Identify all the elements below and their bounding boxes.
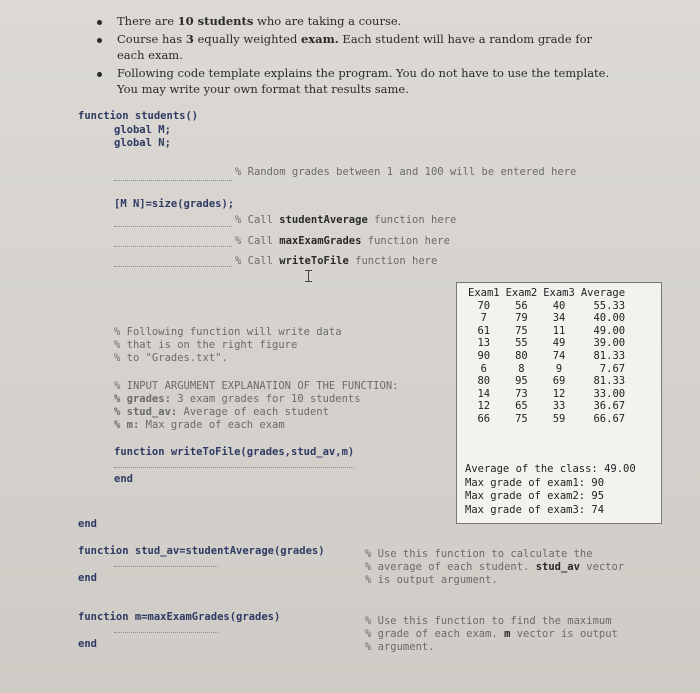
table-cell: 39.00 <box>593 337 626 350</box>
bullet-text-1: There are 10 students who are taking a course. <box>117 14 402 28</box>
table-header-row <box>465 287 628 300</box>
table-row <box>465 363 628 376</box>
table-row <box>465 413 628 426</box>
table-cell: 81.33 <box>593 375 626 388</box>
table-cell: 73 <box>515 387 528 400</box>
table-row <box>465 350 628 363</box>
end-write: end <box>114 473 133 485</box>
global-n: global N; <box>114 137 171 149</box>
table-cell: 36.67 <box>593 400 626 413</box>
table-cell: 33 <box>552 400 566 413</box>
column-header: Average <box>580 287 626 299</box>
table-cell: 69 <box>552 375 566 388</box>
table-cell: 49.00 <box>593 324 626 337</box>
table-cell: 7 <box>480 312 487 325</box>
comment-following-2: % that is on the right figure <box>114 339 298 351</box>
table-cell: 33.00 <box>593 387 626 400</box>
comment-avg-1: % Use this function to calculate the <box>365 548 593 560</box>
table-cell: 6 <box>480 362 487 375</box>
table-cell: 55 <box>515 337 528 350</box>
comment-max-3: % argument. <box>365 641 435 653</box>
column-header: Exam1 <box>468 287 500 299</box>
end-average: end <box>78 572 97 584</box>
comment-arg-stud-av: % stud_av: Average of each student <box>114 406 329 418</box>
bullet-dot <box>97 38 102 43</box>
table-cell: 14 <box>477 387 491 400</box>
table-cell: 75 <box>515 324 528 337</box>
table-cell: 49 <box>552 337 566 350</box>
comment-avg-3: % is output argument. <box>365 574 498 586</box>
blank-line <box>114 266 232 267</box>
table-cell: 65 <box>515 400 528 413</box>
table-cell: 79 <box>515 312 528 325</box>
blank-line <box>114 226 232 227</box>
fn-write-to-file: function writeToFile(grades,stud_av,m) <box>114 446 355 458</box>
table-cell: 80 <box>477 375 491 388</box>
text-cursor-icon <box>308 270 309 282</box>
grades-table <box>465 287 628 426</box>
comment-max-2: % grade of each exam. m vector is output <box>365 628 618 640</box>
bullet-text-3b: You may write your own format that results same. <box>117 82 409 96</box>
table-cell: 81.33 <box>593 349 626 362</box>
table-cell: 75 <box>515 412 528 425</box>
table-cell: 34 <box>552 312 566 325</box>
fn-students: function students() <box>78 110 199 122</box>
blank-line <box>114 180 232 181</box>
summary-line: Max grade of exam3: 74 <box>465 503 605 516</box>
blank-line <box>114 246 232 247</box>
table-row <box>465 325 628 338</box>
call-write-to-file: % Call writeToFile function here <box>235 255 438 267</box>
bullet-text-3: Following code template explains the program. You do not have to use the template. <box>117 66 610 80</box>
grades-output-figure <box>456 282 662 524</box>
table-row <box>465 400 628 413</box>
table-cell: 61 <box>477 324 491 337</box>
class-summary <box>465 463 636 517</box>
table-cell: 70 <box>477 299 491 312</box>
comment-arg-m: % m: Max grade of each exam <box>114 419 285 431</box>
column-header: Exam3 <box>543 287 575 299</box>
end-max: end <box>78 638 97 650</box>
table-cell: 7.67 <box>599 362 626 375</box>
table-cell: 12 <box>552 387 566 400</box>
comment-following-3: % to "Grades.txt". <box>114 352 228 364</box>
fn-max-exam-grades: function m=maxExamGrades(grades) <box>78 611 281 623</box>
end-students: end <box>78 518 97 530</box>
table-row <box>465 337 628 350</box>
table-cell: 95 <box>515 375 528 388</box>
table-cell: 9 <box>555 362 563 375</box>
table-cell: 40 <box>552 299 566 312</box>
fn-student-average: function stud_av=studentAverage(grades) <box>78 545 325 557</box>
table-cell: 66.67 <box>593 412 626 425</box>
table-row <box>465 375 628 388</box>
bullet-dot <box>97 20 102 25</box>
comment-following-1: % Following function will write data <box>114 326 342 338</box>
global-m: global M; <box>114 124 171 136</box>
table-cell: 55.33 <box>593 299 626 312</box>
table-cell: 74 <box>552 349 566 362</box>
table-cell: 13 <box>477 337 491 350</box>
table-cell: 12 <box>477 400 491 413</box>
comment-random: % Random grades between 1 and 100 will be entered here <box>235 166 577 178</box>
table-cell: 90 <box>477 349 491 362</box>
comment-arg-grades: % grades: 3 exam grades for 10 students <box>114 393 361 405</box>
call-student-average: % Call studentAverage function here <box>235 214 457 226</box>
blank-line <box>114 566 218 567</box>
table-cell: 40.00 <box>593 312 626 325</box>
table-row <box>465 312 628 325</box>
table-cell: 80 <box>515 349 528 362</box>
call-max-exam-grades: % Call maxExamGrades function here <box>235 235 450 247</box>
bullet-dot <box>97 72 102 77</box>
table-cell: 56 <box>515 299 528 312</box>
size-line: [M N]=size(grades); <box>114 198 235 210</box>
table-cell: 66 <box>477 412 491 425</box>
column-header: Exam2 <box>505 287 538 299</box>
table-cell: 11 <box>552 324 566 337</box>
comment-max-1: % Use this function to find the maximum <box>365 615 612 627</box>
summary-line: Max grade of exam2: 95 <box>465 490 605 502</box>
table-cell: 8 <box>518 362 525 375</box>
table-cell: 59 <box>552 412 566 425</box>
blank-line <box>114 632 218 633</box>
table-row <box>465 300 628 313</box>
comment-avg-2: % average of each student. stud_av vector <box>365 561 625 573</box>
table-row <box>465 388 628 401</box>
summary-line: Average of the class: 49.00 <box>465 463 636 475</box>
blank-line <box>114 467 354 468</box>
bullet-text-2b: each exam. <box>117 48 183 62</box>
comment-arg-head: % INPUT ARGUMENT EXPLANATION OF THE FUNCTION: <box>114 380 399 392</box>
bullet-text-2: Course has 3 equally weighted exam. Each student will have a random grade for <box>117 32 593 46</box>
summary-line: Max grade of exam1: 90 <box>465 476 605 489</box>
